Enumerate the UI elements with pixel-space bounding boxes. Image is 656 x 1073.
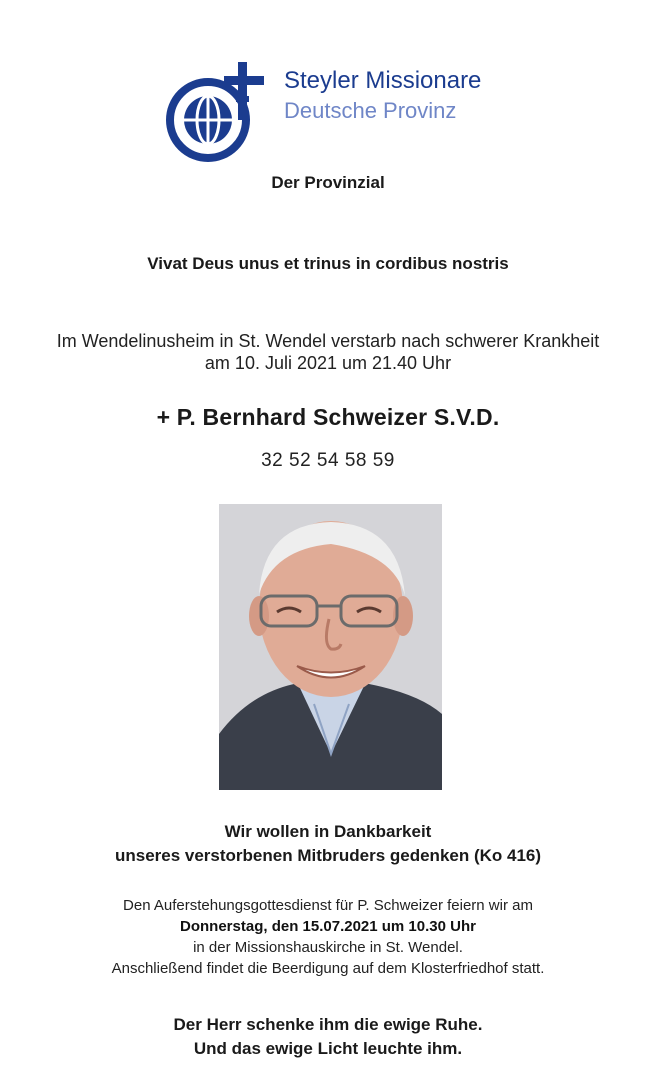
death-info-line2: am 10. Juli 2021 um 21.40 Uhr [204,353,452,373]
gratitude-line1: Wir wollen in Dankbarkeit [224,822,432,841]
death-info [0,330,656,374]
gratitude-line2: unseres verstorbenen Mitbruders gedenken (Ko 416) [114,846,542,865]
death-info-line1: Im Wendelinusheim in St. Wendel verstarb nach schwerer Krankheit [56,331,600,351]
service-line4: Anschließend findet die Beerdigung auf dem Klosterfriedhof statt. [111,960,545,977]
deceased-name: + P. Bernhard Schweizer S.V.D. [156,404,500,430]
service-line1: Den Auferstehungsgottesdienst für P. Schweizer feiern wir am [123,897,533,914]
service-info [0,895,656,979]
logo-subtitle: Deutsche Provinz [284,98,457,123]
service-line3: in der Missionshauskirche in St. Wendel. [193,939,463,956]
logo-title: Steyler Missionare [284,67,482,94]
logo-text [284,66,481,126]
closing-prayer [0,1013,656,1061]
logo [166,56,496,168]
portrait-illustration [219,504,442,790]
gratitude-text [0,820,656,868]
service-date [0,916,656,937]
portrait-photo [219,504,442,790]
motto: Vivat Deus unus et trinus in cordibus nostris [147,254,509,273]
reference-numbers: 32 52 54 58 59 [261,450,395,471]
closing-line1: Der Herr schenke ihm die ewige Ruhe. [173,1015,483,1034]
service-date-text: Donnerstag, den 15.07.2021 um 10.30 Uhr [180,918,476,935]
heading: Der Provinzial [271,173,385,192]
closing-line2: Und das ewige Licht leuchte ihm. [193,1039,463,1058]
globe-cross-icon [166,56,276,168]
